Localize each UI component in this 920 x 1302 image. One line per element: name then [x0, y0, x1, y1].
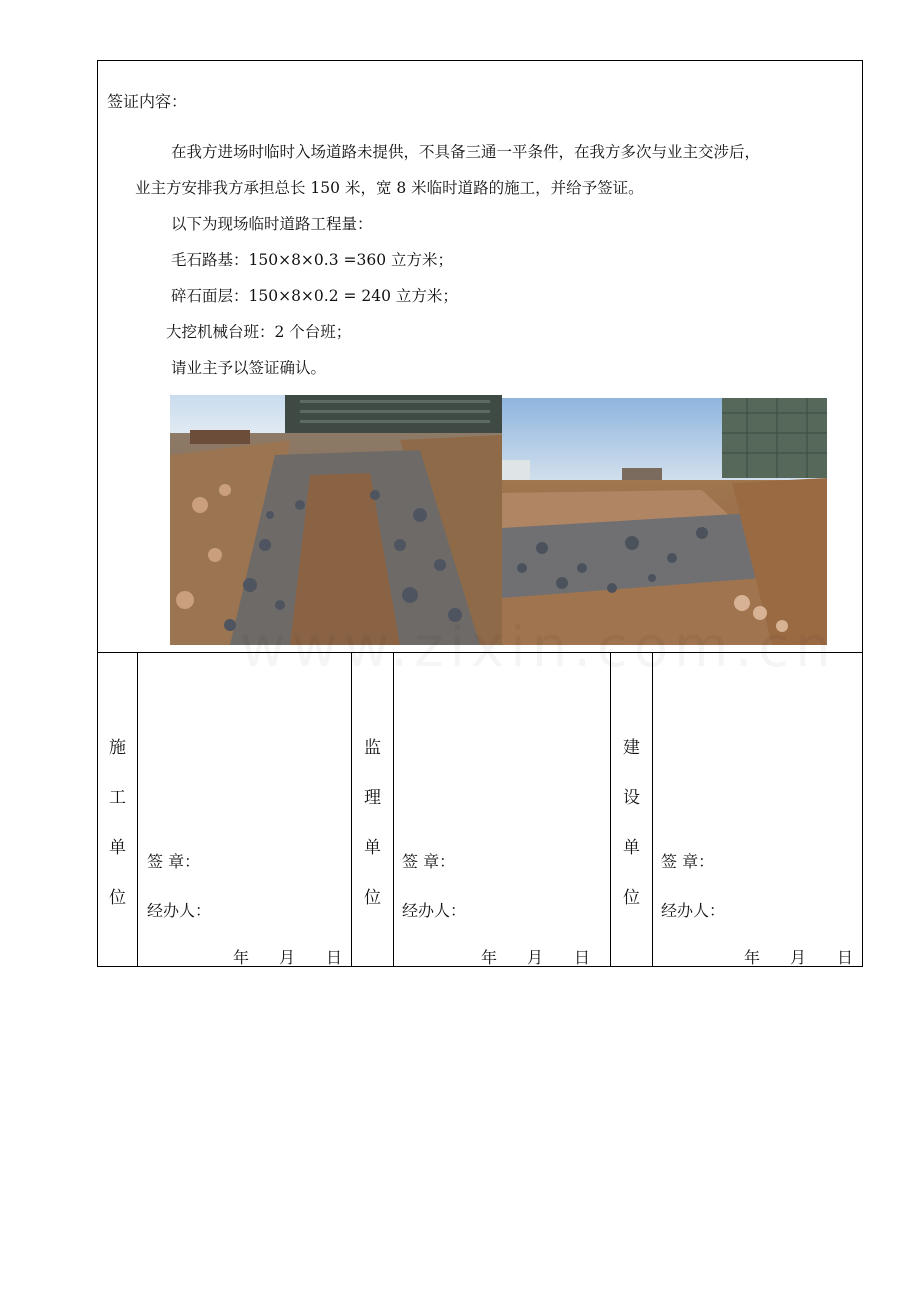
site-photo-road-1-image: [170, 395, 502, 645]
section-heading: 签证内容：: [107, 92, 188, 111]
construction-unit-sign-cell[interactable]: [138, 653, 352, 967]
construction-seal-label: 签 章：: [147, 852, 201, 871]
owner-handler-label: 经办人：: [661, 901, 726, 920]
site-photo-road-2: [502, 398, 827, 645]
construction-unit-label-cell: [98, 653, 138, 967]
quantity-gravel-surface: 碎石面层：150×8×0.2 = 240 立方米；: [171, 287, 458, 305]
supervision-unit-label: 监 理 单 位: [364, 738, 381, 908]
supervision-handler-label: 经办人：: [402, 901, 467, 920]
request-confirmation: 请业主予以签证确认。: [171, 359, 327, 377]
supervision-day-label: 日: [574, 948, 591, 967]
construction-handler-label: 经办人：: [147, 901, 212, 920]
owner-unit-sign-cell[interactable]: [653, 653, 861, 967]
construction-day-label: 日: [326, 948, 343, 967]
quantity-rubble-base: 毛石路基：150×8×0.3 =360 立方米；: [171, 251, 453, 269]
paragraph-1: 在我方进场时临时入场道路未提供，不具备三通一平条件，在我方多次与业主交涉后，: [171, 143, 761, 161]
construction-year-label: 年: [233, 948, 250, 967]
supervision-year-label: 年: [481, 948, 498, 967]
construction-month-label: 月: [279, 948, 296, 967]
quantity-intro: 以下为现场临时道路工程量：: [171, 215, 373, 233]
watermark: [240, 615, 837, 680]
owner-day-label: 日: [837, 948, 854, 967]
site-photo-road-1: [170, 395, 502, 645]
supervision-unit-sign-cell[interactable]: [394, 653, 611, 967]
visa-content-section: [98, 61, 862, 652]
site-photo-road-2-image: [502, 398, 827, 645]
owner-unit-label-cell: [611, 653, 653, 967]
owner-seal-label: 签 章：: [661, 852, 715, 871]
supervision-unit-label-cell: [352, 653, 394, 967]
owner-unit-label: 建 设 单 位: [623, 738, 640, 908]
quantity-excavator-shifts: 大挖机械台班：2 个台班；: [166, 323, 352, 341]
supervision-month-label: 月: [527, 948, 544, 967]
owner-year-label: 年: [744, 948, 761, 967]
paragraph-2: 业主方安排我方承担总长 150 米，宽 8 米临时道路的施工，并给予签证。: [135, 179, 644, 197]
owner-month-label: 月: [790, 948, 807, 967]
construction-unit-label: 施 工 单 位: [109, 738, 126, 908]
visa-form: [97, 60, 863, 967]
signature-table: [98, 652, 862, 967]
supervision-seal-label: 签 章：: [402, 852, 456, 871]
